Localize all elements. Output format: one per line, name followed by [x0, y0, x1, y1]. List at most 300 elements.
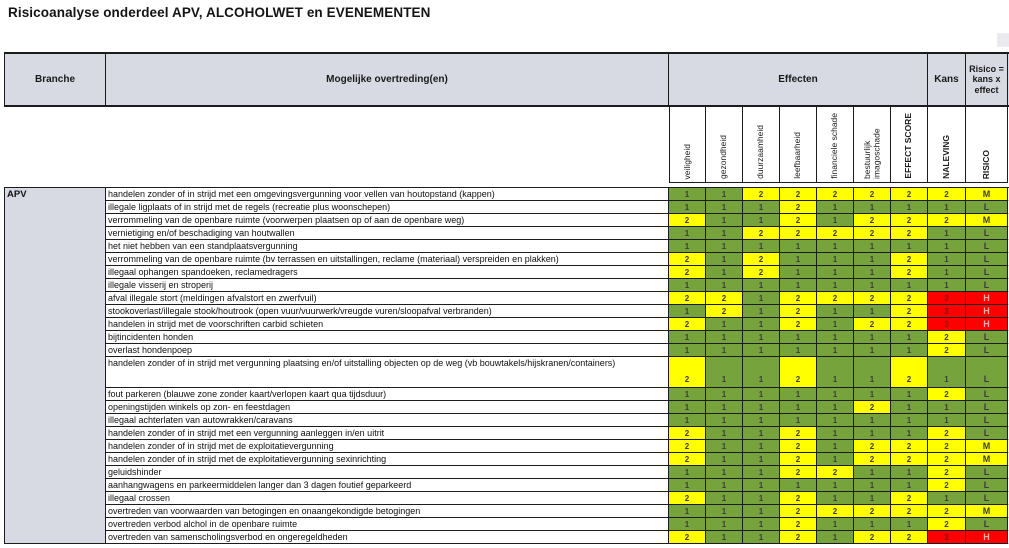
effect-value-cell: 2: [891, 305, 928, 318]
effect-value-cell: 2: [891, 253, 928, 266]
effect-value-cell: 1: [743, 453, 780, 466]
effect-value-cell: 1: [817, 344, 854, 357]
effect-value-cell: 1: [817, 440, 854, 453]
effect-value-cell: 1: [706, 344, 743, 357]
effect-value-cell: 1: [780, 401, 817, 414]
effect-value-cell: 1: [854, 414, 891, 427]
column-header-duurzaamheid: [743, 107, 780, 183]
effect-value-cell: 2: [780, 531, 817, 544]
effect-value-cell: 2: [854, 531, 891, 544]
risico-cell: L: [966, 427, 1008, 440]
effect-value-cell: 1: [743, 331, 780, 344]
naleving-cell: 2: [928, 466, 966, 479]
effect-value-cell: 1: [706, 427, 743, 440]
violation-label: bijtincidenten honden: [106, 331, 669, 344]
effect-value-cell: 1: [817, 401, 854, 414]
risico-cell: L: [966, 466, 1008, 479]
effect-value-cell: 1: [817, 279, 854, 292]
table-row: [106, 492, 1009, 505]
effect-value-cell: 1: [706, 214, 743, 227]
table-row: [106, 505, 1009, 518]
effect-value-cell: 1: [743, 201, 780, 214]
violation-label: illegaal ophangen spandoeken, reclamedragers: [106, 266, 669, 279]
naleving-cell: 1: [928, 414, 966, 427]
violation-label: vernietiging en/of beschadiging van houtwallen: [106, 227, 669, 240]
effect-value-cell: 1: [669, 518, 706, 531]
effect-value-cell: 2: [669, 214, 706, 227]
effect-value-cell: 1: [891, 401, 928, 414]
table-row: [106, 227, 1009, 240]
effect-value-cell: 1: [669, 227, 706, 240]
table-row: [106, 318, 1009, 331]
effect-value-cell: 2: [891, 453, 928, 466]
effect-value-cell: 1: [854, 388, 891, 401]
effect-value-cell: 2: [780, 305, 817, 318]
effect-value-cell: 2: [891, 440, 928, 453]
column-label: duurzaamheid: [755, 125, 766, 179]
effect-value-cell: 2: [891, 292, 928, 305]
risico-cell: L: [966, 388, 1008, 401]
effect-value-cell: 2: [706, 292, 743, 305]
effect-value-cell: 1: [854, 279, 891, 292]
violation-label: het niet hebben van een standplaatsvergunning: [106, 240, 669, 253]
effect-value-cell: 1: [817, 414, 854, 427]
violation-label: handelen zonder of in strijd met een omgevingsvergunning voor vellen van houtopstand (kappen): [106, 188, 669, 201]
table-row: [106, 466, 1009, 479]
effect-value-cell: 2: [780, 318, 817, 331]
violation-label: illegale visserij en stroperij: [106, 279, 669, 292]
column-label: financiele schade: [829, 113, 840, 179]
risico-cell: H: [966, 318, 1008, 331]
risico-cell: L: [966, 344, 1008, 357]
effect-value-cell: 1: [706, 253, 743, 266]
naleving-cell: 3: [928, 531, 966, 544]
risico-cell: M: [966, 453, 1008, 466]
table-row: [106, 305, 1009, 318]
effect-value-cell: 1: [854, 492, 891, 505]
effect-value-cell: 2: [891, 188, 928, 201]
naleving-cell: 2: [928, 518, 966, 531]
table-row: [106, 292, 1009, 305]
naleving-cell: 2: [928, 479, 966, 492]
effect-value-cell: 1: [743, 440, 780, 453]
effect-value-cell: 2: [891, 266, 928, 279]
effect-value-cell: 2: [669, 253, 706, 266]
effect-value-cell: 1: [817, 331, 854, 344]
violation-label: verrommeling van de openbare ruimte (voorwerpen plaatsen op of aan de openbare weg): [106, 214, 669, 227]
effect-value-cell: 1: [706, 414, 743, 427]
header-kans: Kans: [928, 54, 966, 105]
effect-value-cell: 2: [817, 505, 854, 518]
effect-value-cell: 1: [743, 401, 780, 414]
effect-value-cell: 2: [669, 427, 706, 440]
effect-value-cell: 2: [780, 201, 817, 214]
naleving-cell: 1: [928, 357, 966, 388]
effect-value-cell: 1: [743, 466, 780, 479]
risico-cell: L: [966, 479, 1008, 492]
table-body: [4, 187, 1009, 544]
risico-cell: L: [966, 201, 1008, 214]
effect-value-cell: 2: [854, 453, 891, 466]
effect-value-cell: 2: [780, 214, 817, 227]
effect-value-cell: 1: [743, 305, 780, 318]
column-label: bestuurlijk imagoschade: [861, 128, 881, 179]
effect-value-cell: 1: [817, 531, 854, 544]
branche-value: APV: [7, 189, 27, 200]
column-header-gezondheid: [706, 107, 743, 183]
effect-value-cell: 1: [706, 201, 743, 214]
effect-value-cell: 1: [891, 344, 928, 357]
table-row: [106, 214, 1009, 227]
naleving-cell: 1: [928, 401, 966, 414]
effect-value-cell: 1: [669, 466, 706, 479]
effect-value-cell: 1: [854, 331, 891, 344]
effect-value-cell: 1: [743, 479, 780, 492]
effect-value-cell: 2: [854, 318, 891, 331]
table-row: [106, 479, 1009, 492]
effect-value-cell: 1: [780, 279, 817, 292]
violation-label: overlast hondenpoep: [106, 344, 669, 357]
column-header-financiele-schade: [817, 107, 854, 183]
table-row: [106, 518, 1009, 531]
naleving-cell: 3: [928, 305, 966, 318]
effect-value-cell: 1: [706, 279, 743, 292]
effect-value-cell: 1: [706, 531, 743, 544]
effect-value-cell: 2: [669, 531, 706, 544]
effect-value-cell: 1: [743, 357, 780, 388]
effect-value-cell: 2: [891, 318, 928, 331]
effect-value-cell: 1: [669, 479, 706, 492]
effect-value-cell: 1: [817, 357, 854, 388]
effect-value-cell: 1: [891, 466, 928, 479]
effect-value-cell: 2: [780, 227, 817, 240]
effect-value-cell: 2: [743, 266, 780, 279]
effect-value-cell: 2: [780, 492, 817, 505]
effect-value-cell: 1: [669, 344, 706, 357]
naleving-cell: 1: [928, 253, 966, 266]
effect-value-cell: 1: [854, 518, 891, 531]
column-label: gezondheid: [718, 135, 729, 179]
table-row: [106, 253, 1009, 266]
table-row: [106, 427, 1009, 440]
risico-cell: M: [966, 188, 1008, 201]
effect-value-cell: 1: [706, 479, 743, 492]
header-overtredingen: Mogelijke overtreding(en): [106, 54, 669, 105]
column-header-effect-score: [891, 107, 928, 183]
effect-value-cell: 2: [669, 318, 706, 331]
effect-value-cell: 1: [854, 253, 891, 266]
effect-value-cell: 1: [817, 201, 854, 214]
effect-value-cell: 2: [669, 440, 706, 453]
violation-label: handelen zonder of in strijd met de exploitatievergunning: [106, 440, 669, 453]
effect-value-cell: 1: [854, 305, 891, 318]
column-header-bestuurlijk-imagoschade: [854, 107, 891, 183]
effect-value-cell: 1: [780, 331, 817, 344]
effect-value-cell: 1: [891, 201, 928, 214]
effect-value-cell: 1: [854, 427, 891, 440]
effect-value-cell: 2: [854, 505, 891, 518]
risico-cell: M: [966, 214, 1008, 227]
column-label: leefbaarheid: [792, 132, 803, 179]
effect-value-cell: 1: [891, 414, 928, 427]
table-row: [106, 240, 1009, 253]
header-risico-formula: Risico = kans x effect: [966, 54, 1008, 105]
risico-cell: L: [966, 414, 1008, 427]
violation-label: overtreden verbod alchol in de openbare ruimte: [106, 518, 669, 531]
risico-cell: L: [966, 331, 1008, 344]
table-row: [106, 331, 1009, 344]
effect-value-cell: 2: [780, 453, 817, 466]
effect-value-cell: 2: [669, 453, 706, 466]
effect-value-cell: 1: [817, 240, 854, 253]
effect-value-cell: 2: [780, 440, 817, 453]
effect-value-cell: 1: [706, 266, 743, 279]
column-header-naleving: [928, 107, 966, 183]
effect-value-cell: 1: [854, 266, 891, 279]
effect-value-cell: 1: [817, 266, 854, 279]
naleving-cell: 2: [928, 344, 966, 357]
effect-value-cell: 1: [743, 240, 780, 253]
header-branche: Branche: [5, 54, 106, 105]
effect-value-cell: 2: [780, 427, 817, 440]
effect-value-cell: 1: [669, 240, 706, 253]
column-label: RISICO: [980, 149, 991, 179]
naleving-cell: 1: [928, 279, 966, 292]
effect-value-cell: 2: [780, 518, 817, 531]
table-row: [106, 201, 1009, 214]
effect-value-cell: 1: [669, 388, 706, 401]
effect-value-cell: 1: [706, 357, 743, 388]
table-row: [106, 440, 1009, 453]
risico-cell: L: [966, 518, 1008, 531]
effect-value-cell: 1: [743, 531, 780, 544]
table-row: [106, 279, 1009, 292]
effect-value-cell: 1: [743, 214, 780, 227]
risk-analysis-table: [4, 52, 1009, 544]
column-header-risico: [966, 107, 1008, 183]
column-label: veiligheid: [681, 143, 692, 179]
violation-label: overtreden van samenscholingsverbod en ongeregeldheden: [106, 531, 669, 544]
effect-value-cell: 2: [854, 292, 891, 305]
risico-cell: M: [966, 440, 1008, 453]
effect-value-cell: 1: [780, 388, 817, 401]
violation-label: aanhangwagens en parkeermiddelen langer dan 3 dagen foutief geparkeerd: [106, 479, 669, 492]
effect-value-cell: 1: [706, 453, 743, 466]
effect-value-cell: 1: [743, 318, 780, 331]
effect-value-cell: 1: [854, 201, 891, 214]
table-row: [106, 531, 1009, 544]
naleving-cell: 1: [928, 227, 966, 240]
effect-value-cell: 2: [780, 505, 817, 518]
effect-value-cell: 1: [706, 227, 743, 240]
table-subheader-row: [4, 107, 1009, 183]
effect-value-cell: 1: [706, 318, 743, 331]
effect-value-cell: 2: [817, 227, 854, 240]
effect-value-cell: 1: [669, 414, 706, 427]
effect-value-cell: 1: [743, 492, 780, 505]
effect-value-cell: 1: [706, 401, 743, 414]
risico-cell: L: [966, 357, 1008, 388]
header-effecten: Effecten: [669, 54, 928, 105]
effect-value-cell: 1: [817, 492, 854, 505]
risico-cell: M: [966, 505, 1008, 518]
naleving-cell: 1: [928, 240, 966, 253]
table-row: [106, 357, 1009, 388]
column-label: NALEVING: [940, 135, 951, 179]
violation-label: afval illegale stort (meldingen afvalstort en zwerfvuil): [106, 292, 669, 305]
branche-cell: [4, 188, 106, 544]
effect-value-cell: 2: [780, 357, 817, 388]
effect-value-cell: 2: [780, 292, 817, 305]
effect-value-cell: 1: [706, 331, 743, 344]
effect-value-cell: 1: [743, 518, 780, 531]
effect-value-cell: 1: [891, 279, 928, 292]
naleving-cell: 2: [928, 505, 966, 518]
subheader-spacer: [4, 107, 669, 183]
table-row: [106, 188, 1009, 201]
effect-value-cell: 1: [780, 344, 817, 357]
effect-value-cell: 2: [669, 492, 706, 505]
effect-value-cell: 1: [743, 292, 780, 305]
effect-value-cell: 1: [743, 279, 780, 292]
effect-value-cell: 2: [780, 466, 817, 479]
naleving-cell: 2: [928, 427, 966, 440]
naleving-cell: 3: [928, 318, 966, 331]
naleving-cell: 2: [928, 188, 966, 201]
table-header-row: [4, 52, 1009, 107]
effect-value-cell: 1: [669, 279, 706, 292]
effect-value-cell: 1: [817, 427, 854, 440]
effect-value-cell: 1: [780, 479, 817, 492]
effect-value-cell: 1: [706, 440, 743, 453]
effect-value-cell: 1: [817, 479, 854, 492]
column-header-leefbaarheid: [780, 107, 817, 183]
table-row: [106, 453, 1009, 466]
table-row: [106, 414, 1009, 427]
violation-label: fout parkeren (blauwe zone zonder kaart/verlopen kaart qua tijdsduur): [106, 388, 669, 401]
effect-value-cell: 1: [780, 240, 817, 253]
naleving-cell: 1: [928, 492, 966, 505]
effect-value-cell: 2: [854, 188, 891, 201]
effect-value-cell: 1: [780, 414, 817, 427]
effect-value-cell: 1: [891, 240, 928, 253]
naleving-cell: 3: [928, 292, 966, 305]
effect-value-cell: 1: [706, 505, 743, 518]
effect-value-cell: 1: [706, 492, 743, 505]
effect-value-cell: 1: [817, 305, 854, 318]
effect-value-cell: 1: [891, 479, 928, 492]
column-label: EFFECT SCORE: [903, 113, 914, 179]
effect-value-cell: 1: [743, 414, 780, 427]
naleving-cell: 1: [928, 201, 966, 214]
effect-value-cell: 1: [854, 466, 891, 479]
effect-value-cell: 1: [854, 479, 891, 492]
effect-value-cell: 2: [743, 227, 780, 240]
effect-value-cell: 1: [817, 518, 854, 531]
effect-value-cell: 1: [817, 318, 854, 331]
effect-value-cell: 1: [891, 518, 928, 531]
effect-value-cell: 2: [891, 492, 928, 505]
risico-cell: L: [966, 279, 1008, 292]
naleving-cell: 2: [928, 440, 966, 453]
effect-value-cell: 1: [706, 518, 743, 531]
table-row: [106, 344, 1009, 357]
risico-cell: L: [966, 266, 1008, 279]
naleving-cell: 2: [928, 214, 966, 227]
effect-value-cell: 1: [817, 253, 854, 266]
violation-label: handelen zonder of in strijd met de exploitatievergunning sexinrichting: [106, 453, 669, 466]
effect-value-cell: 2: [891, 227, 928, 240]
table-row: [106, 388, 1009, 401]
effect-value-cell: 1: [669, 188, 706, 201]
table-row: [106, 266, 1009, 279]
risico-cell: H: [966, 531, 1008, 544]
naleving-cell: 2: [928, 331, 966, 344]
violation-label: overtreden van voorwaarden van betogingen en onaangekondigde betogingen: [106, 505, 669, 518]
effect-value-cell: 1: [669, 401, 706, 414]
risico-cell: L: [966, 401, 1008, 414]
effect-value-cell: 1: [706, 466, 743, 479]
effect-value-cell: 2: [854, 227, 891, 240]
effect-value-cell: 2: [854, 214, 891, 227]
effect-value-cell: 2: [743, 188, 780, 201]
risico-cell: H: [966, 305, 1008, 318]
effect-value-cell: 1: [817, 453, 854, 466]
effect-value-cell: 1: [743, 344, 780, 357]
effect-value-cell: 1: [743, 427, 780, 440]
effect-value-cell: 2: [669, 266, 706, 279]
effect-value-cell: 2: [817, 188, 854, 201]
effect-value-cell: 1: [891, 427, 928, 440]
violation-label: geluidshinder: [106, 466, 669, 479]
violation-label: verrommeling van de openbare ruimte (bv terrassen en uitstallingen, reclame (materiaal) verspreiden en plakken): [106, 253, 669, 266]
effect-value-cell: 1: [669, 201, 706, 214]
effect-value-cell: 1: [854, 357, 891, 388]
effect-value-cell: 1: [706, 240, 743, 253]
column-header-veiligheid: [669, 107, 706, 183]
risico-cell: L: [966, 240, 1008, 253]
violation-label: illegaal crossen: [106, 492, 669, 505]
naleving-cell: 2: [928, 388, 966, 401]
violation-label: handelen zonder of in strijd met een vergunning aanleggen in/en uitrit: [106, 427, 669, 440]
effect-value-cell: 1: [854, 240, 891, 253]
effect-value-cell: 1: [669, 305, 706, 318]
effect-value-cell: 1: [706, 388, 743, 401]
effect-value-cell: 2: [891, 357, 928, 388]
effect-value-cell: 1: [891, 331, 928, 344]
naleving-cell: 2: [928, 453, 966, 466]
effect-value-cell: 1: [743, 505, 780, 518]
risico-cell: L: [966, 253, 1008, 266]
violation-label: illegale ligplaats of in strijd met de regels (recreatie plus woonschepen): [106, 201, 669, 214]
effect-value-cell: 2: [669, 292, 706, 305]
violation-label: handelen zonder of in strijd met vergunning plaatsing en/of uitstalling objecten op de weg (vb bouwtakels/hijskranen/containers): [106, 357, 669, 388]
effect-value-cell: 2: [780, 188, 817, 201]
effect-value-cell: 1: [817, 214, 854, 227]
effect-value-cell: 2: [706, 305, 743, 318]
adjacent-cell-fragment: [997, 33, 1009, 47]
naleving-cell: 1: [928, 266, 966, 279]
effect-value-cell: 1: [743, 388, 780, 401]
effect-value-cell: 2: [817, 292, 854, 305]
table-row: [106, 401, 1009, 414]
risico-cell: L: [966, 492, 1008, 505]
effect-value-cell: 2: [891, 214, 928, 227]
risico-cell: H: [966, 292, 1008, 305]
effect-value-cell: 1: [854, 344, 891, 357]
effect-value-cell: 2: [891, 531, 928, 544]
violation-label: openingstijden winkels op zon- en feestdagen: [106, 401, 669, 414]
